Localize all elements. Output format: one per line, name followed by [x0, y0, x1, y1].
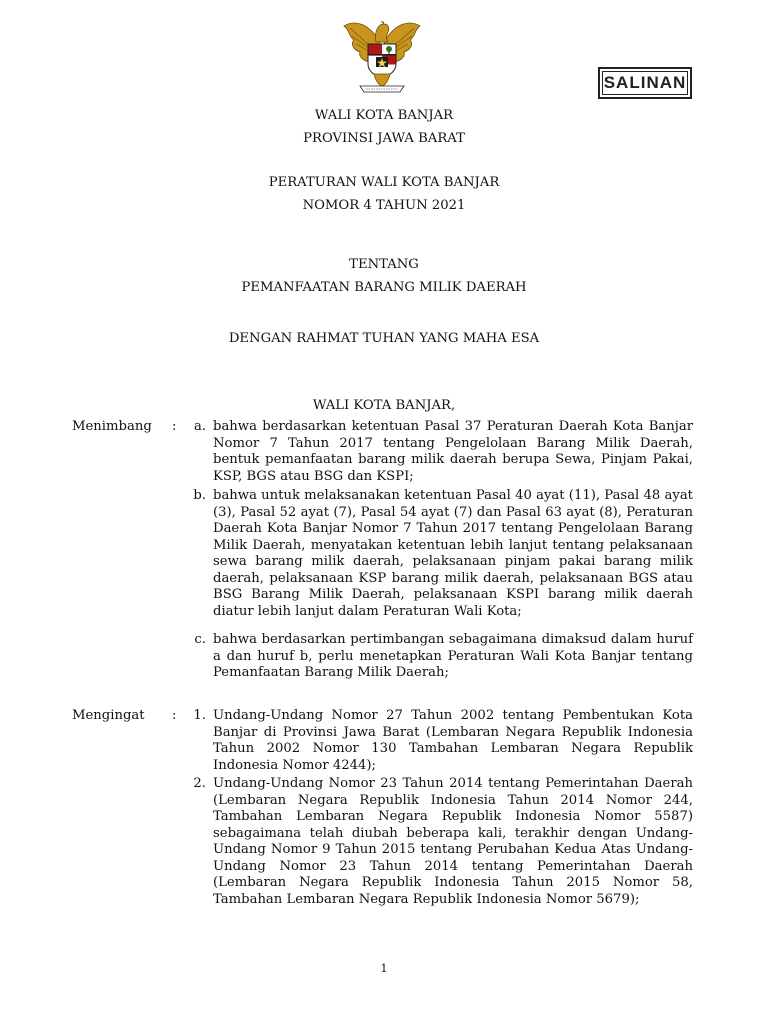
garuda-pancasila-emblem-icon [340, 12, 424, 96]
item-text: bahwa berdasarkan pertimbangan sebagaimana dimaksud dalam huruf a dan huruf b, perlu menetapkan Peraturan Wali Kota Banjar tentang Pemanfaatan Barang Milik Daerah; [213, 632, 693, 680]
issuer-province: PROVINSI JAWA BARAT [303, 131, 465, 146]
item-marker: b. [193, 488, 206, 503]
about-label: TENTANG [349, 257, 419, 272]
invocation: DENGAN RAHMAT TUHAN YANG MAHA ESA [228, 331, 540, 346]
item-text: bahwa untuk melaksanakan ketentuan Pasal 40 ayat (11), Pasal 48 ayat (3), Pasal 52 ayat (7), Pasal 54 ayat (7) dan Pasal 63 ayat (8), Peraturan Daerah Kota Banjar Nomor 7 Tahun 2017 tentang Pengelolaan Barang Milik Daerah, menyatakan ketentuan lebih lanjut tentang pelaksanaan sewa barang milik daerah, pelaksanaan pinjam pakai barang milik daerah, pelaksanaan KSP barang milik daerah, pelaksanaan BGS atau BSG Barang Milik Daerah, pelaksanaan KSPI barang milik daerah diatur lebih lanjut dalam Peraturan Wali Kota; [213, 488, 693, 619]
item-marker: c. [194, 632, 206, 647]
menimbang-colon: : [172, 419, 177, 434]
item-text: Undang-Undang Nomor 27 Tahun 2002 tentang Pembentukan Kota Banjar di Provinsi Jawa Barat (Lembaran Negara Republik Indonesia Tahun 2002 Nomor 130 Tambahan Lembaran Negara Republik Indonesia Nomor 4244); [213, 708, 693, 773]
regulation-number: NOMOR 4 TAHUN 2021 [302, 198, 466, 213]
item-marker: 2. [193, 776, 206, 791]
item-marker: a. [193, 419, 206, 434]
menimbang-label: Menimbang [72, 419, 152, 434]
salinan-stamp: SALINAN [598, 67, 692, 99]
item-text: Undang-Undang Nomor 23 Tahun 2014 tentang Pemerintahan Daerah (Lembaran Negara Republik Indonesia Tahun 2014 Nomor 244, Tambahan Lembaran Negara Republik Indonesia Nomor 5587) sebagaimana telah diubah beberapa kali, terakhir dengan Undang-Undang Nomor 9 Tahun 2015 tentang Perubahan Kedua Atas Undang-Undang Nomor 23 Tahun 2014 tentang Pemerintahan Daerah (Lembaran Negara Republik Indonesia Tahun 2015 Nomor 58, Tambahan Lembaran Negara Republik Indonesia Nomor 5679); [213, 776, 693, 907]
item-text: bahwa berdasarkan ketentuan Pasal 37 Peraturan Daerah Kota Banjar Nomor 7 Tahun 2017 tentang Pengelolaan Barang Milik Daerah, bentuk pemanfaatan barang milik daerah berupa Sewa, Pinjam Pakai, KSP, BGS atau BSG dan KSPI; [213, 419, 693, 484]
mengingat-label: Mengingat [72, 708, 145, 723]
regulation-title: PERATURAN WALI KOTA BANJAR [268, 175, 500, 190]
page-number: 1 [380, 962, 388, 975]
issuer-address: WALI KOTA BANJAR, [312, 398, 456, 413]
issuer-title: WALI KOTA BANJAR [314, 108, 454, 123]
item-marker: 1. [193, 708, 206, 723]
mengingat-colon: : [172, 708, 177, 723]
regulation-subject: PEMANFAATAN BARANG MILIK DAERAH [241, 280, 527, 295]
